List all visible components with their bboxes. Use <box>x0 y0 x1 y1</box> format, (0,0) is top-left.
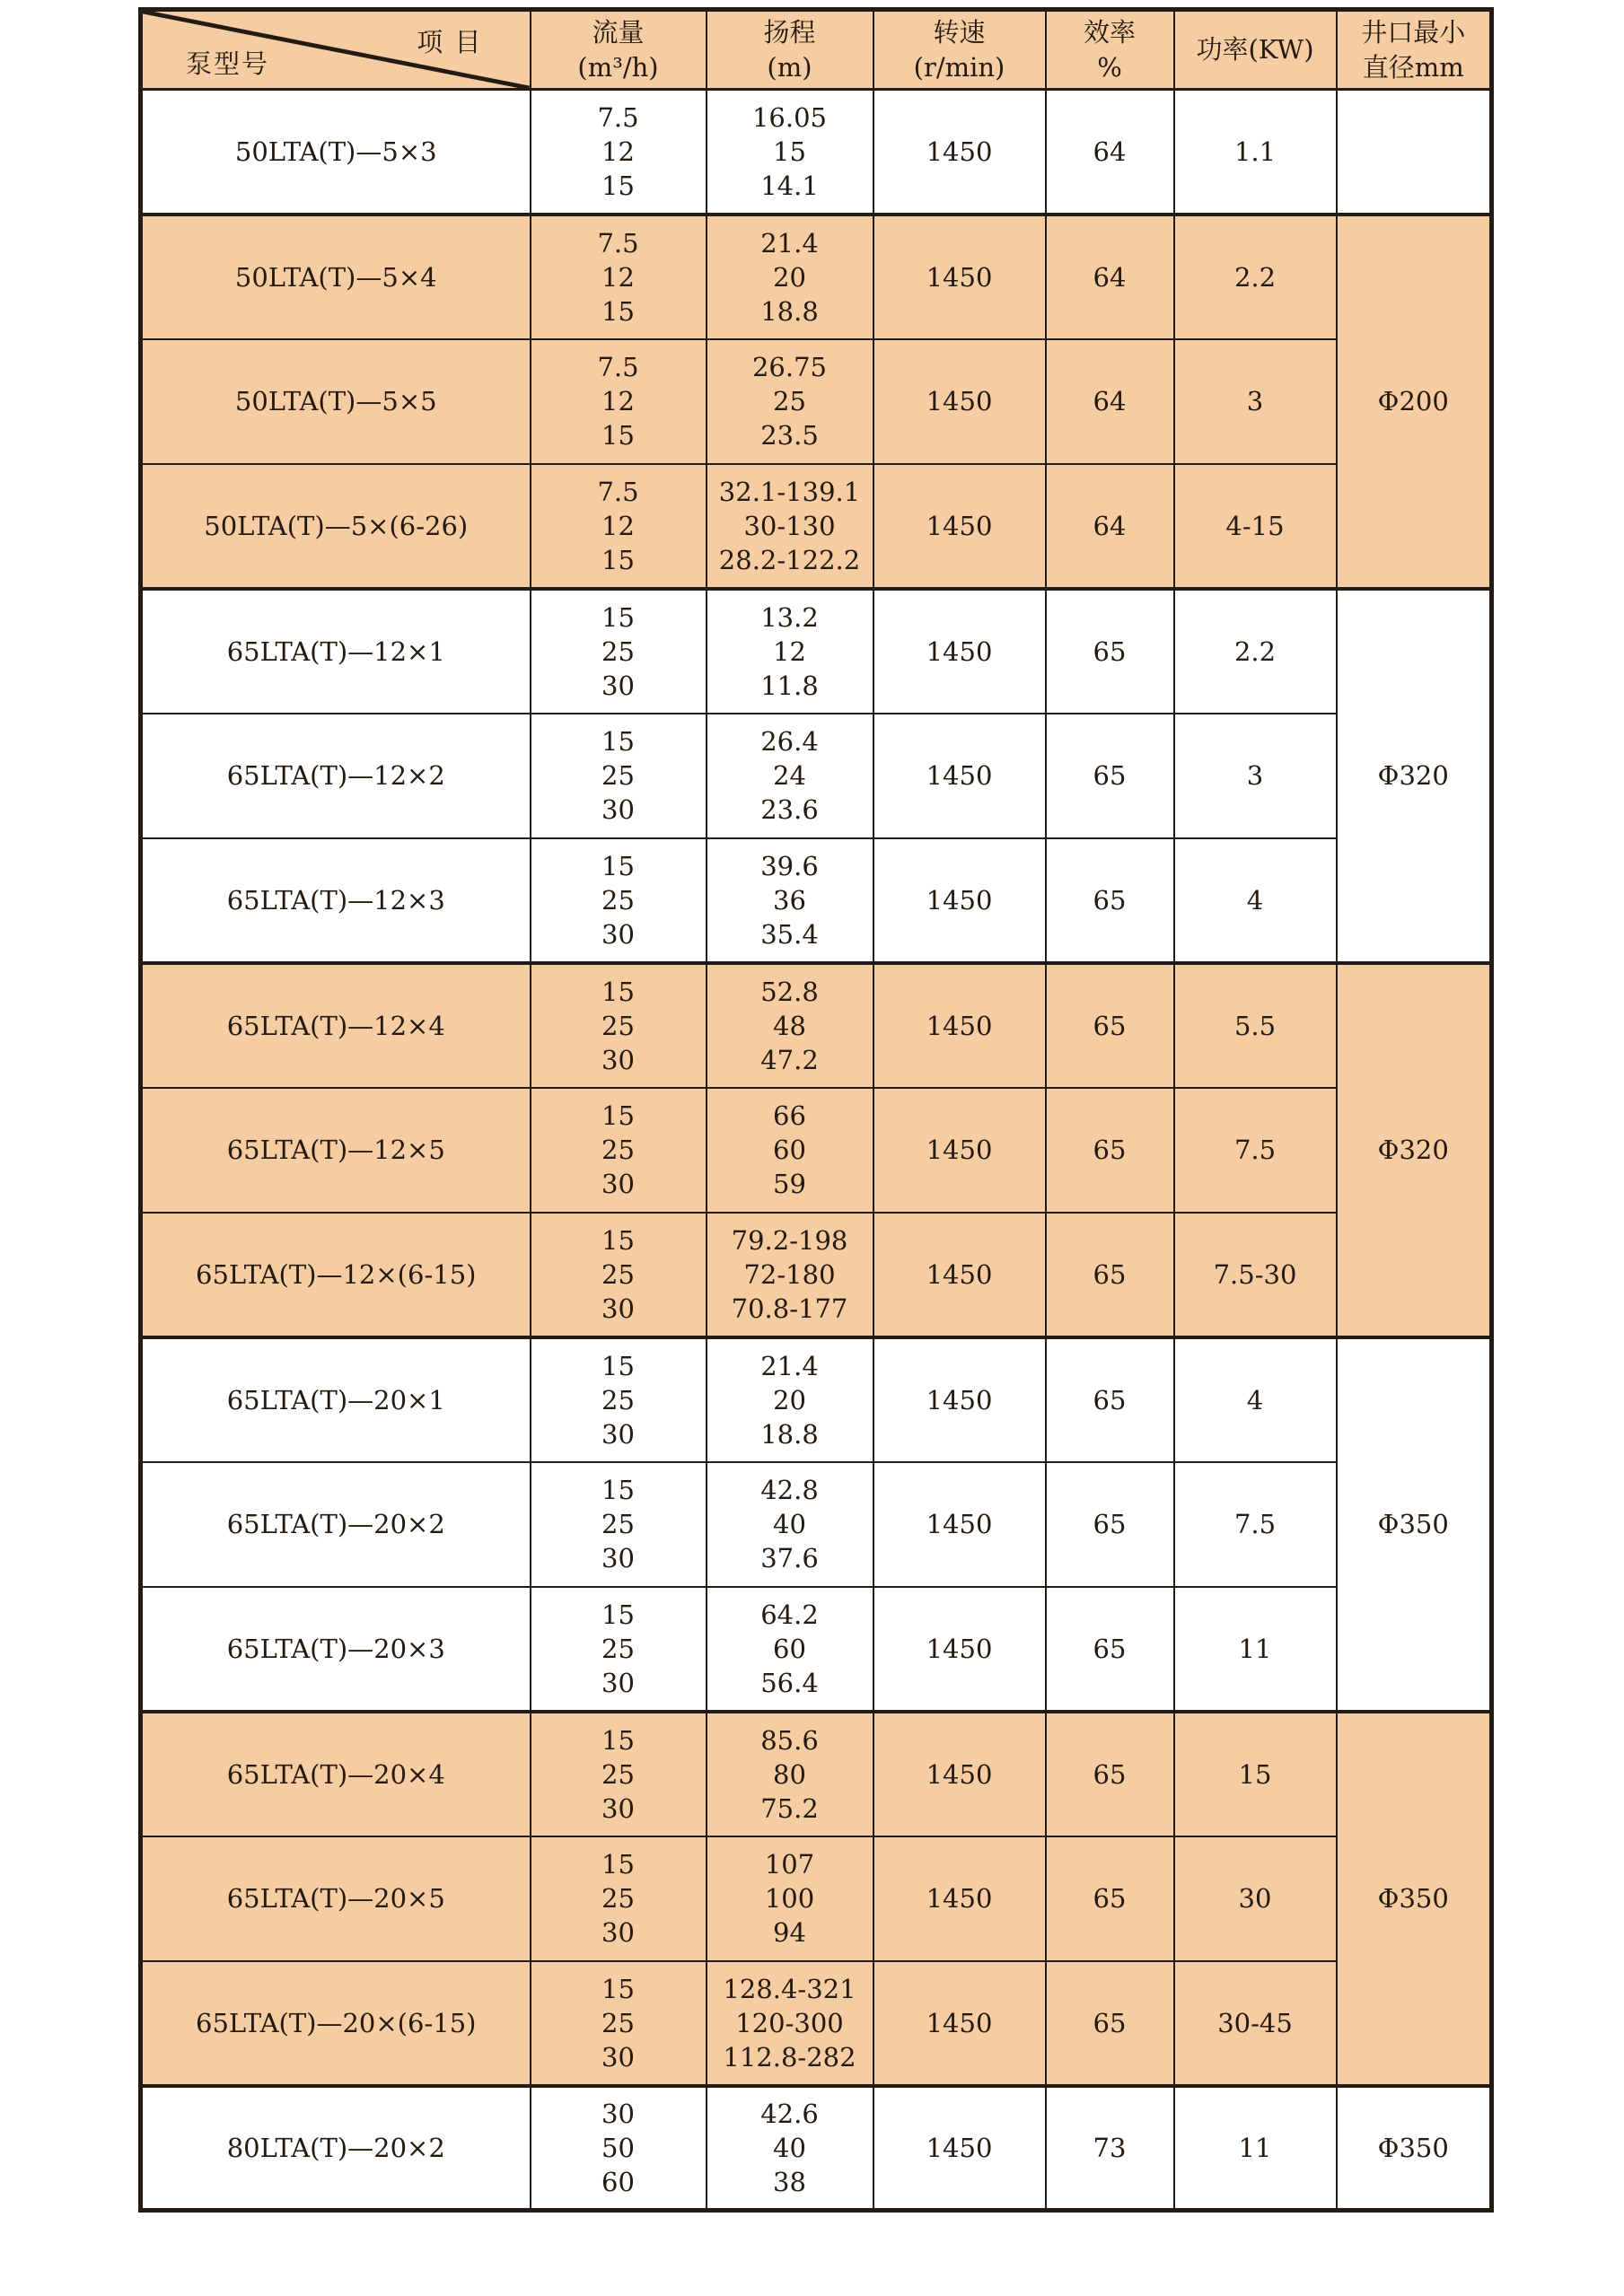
power-cell: 4 <box>1174 838 1337 963</box>
table-row <box>141 1712 1492 1836</box>
efficiency-cell: 65 <box>1046 1213 1174 1337</box>
flow-cell: 15 25 30 <box>531 963 707 1088</box>
model-cell: 65LTA(T)—12×2 <box>141 714 531 838</box>
power-cell: 7.5 <box>1174 1462 1337 1587</box>
model-cell: 65LTA(T)—20×(6-15) <box>141 1961 531 2086</box>
power-cell: 30 <box>1174 1836 1337 1961</box>
speed-cell: 1450 <box>873 2086 1046 2211</box>
model-cell: 65LTA(T)—20×4 <box>141 1712 531 1836</box>
efficiency-cell: 65 <box>1046 1961 1174 2086</box>
corner-label-item: 项 目 <box>417 27 483 57</box>
head-cell: 13.2 12 11.8 <box>707 589 873 714</box>
power-cell: 3 <box>1174 714 1337 838</box>
flow-cell: 15 25 30 <box>531 1213 707 1337</box>
table-row <box>141 1836 1492 1961</box>
flow-cell: 15 25 30 <box>531 589 707 714</box>
table-row <box>141 1088 1492 1213</box>
model-cell: 80LTA(T)—20×2 <box>141 2086 531 2211</box>
head-cell: 42.8 40 37.6 <box>707 1462 873 1587</box>
head-cell: 39.6 36 35.4 <box>707 838 873 963</box>
power-cell: 7.5 <box>1174 1088 1337 1213</box>
flow-cell: 7.5 12 15 <box>531 339 707 464</box>
power-cell: 3 <box>1174 339 1337 464</box>
head-cell: 42.6 40 38 <box>707 2086 873 2211</box>
well-diameter-cell: Φ350 <box>1337 1712 1492 2086</box>
flow-cell: 30 50 60 <box>531 2086 707 2211</box>
head-cell: 26.75 25 23.5 <box>707 339 873 464</box>
efficiency-cell: 64 <box>1046 339 1174 464</box>
speed-cell: 1450 <box>873 1462 1046 1587</box>
head-cell: 85.6 80 75.2 <box>707 1712 873 1836</box>
table-row <box>141 714 1492 838</box>
power-cell: 2.2 <box>1174 589 1337 714</box>
efficiency-cell: 65 <box>1046 714 1174 838</box>
flow-cell: 15 25 30 <box>531 1836 707 1961</box>
well-diameter-cell: Φ320 <box>1337 589 1492 963</box>
efficiency-cell: 64 <box>1046 90 1174 215</box>
power-cell: 11 <box>1174 1587 1337 1712</box>
head-cell: 21.4 20 18.8 <box>707 215 873 339</box>
table-row <box>141 1961 1492 2086</box>
head-cell: 16.05 15 14.1 <box>707 90 873 215</box>
speed-cell: 1450 <box>873 1961 1046 2086</box>
col-header-efficiency: 效率 % <box>1046 10 1174 90</box>
efficiency-cell: 73 <box>1046 2086 1174 2211</box>
model-cell: 65LTA(T)—20×5 <box>141 1836 531 1961</box>
table-row <box>141 2086 1492 2211</box>
table-row <box>141 1337 1492 1462</box>
col-header-flow: 流量 (m³/h) <box>531 10 707 90</box>
efficiency-cell: 64 <box>1046 215 1174 339</box>
head-cell: 128.4-321 120-300 112.8-282 <box>707 1961 873 2086</box>
efficiency-cell: 65 <box>1046 1088 1174 1213</box>
efficiency-cell: 65 <box>1046 838 1174 963</box>
efficiency-cell: 65 <box>1046 963 1174 1088</box>
speed-cell: 1450 <box>873 589 1046 714</box>
head-cell: 32.1-139.1 30-130 28.2-122.2 <box>707 464 873 589</box>
head-cell: 26.4 24 23.6 <box>707 714 873 838</box>
table-row <box>141 589 1492 714</box>
col-header-well-diameter: 井口最小 直径mm <box>1337 10 1492 90</box>
power-cell: 30-45 <box>1174 1961 1337 2086</box>
model-cell: 65LTA(T)—20×3 <box>141 1587 531 1712</box>
head-cell: 66 60 59 <box>707 1088 873 1213</box>
table-row <box>141 90 1492 215</box>
power-cell: 15 <box>1174 1712 1337 1836</box>
col-header-head: 扬程 (m) <box>707 10 873 90</box>
power-cell: 1.1 <box>1174 90 1337 215</box>
flow-cell: 15 25 30 <box>531 1587 707 1712</box>
speed-cell: 1450 <box>873 838 1046 963</box>
efficiency-cell: 65 <box>1046 1462 1174 1587</box>
model-cell: 65LTA(T)—20×1 <box>141 1337 531 1462</box>
model-cell: 50LTA(T)—5×3 <box>141 90 531 215</box>
col-header-model-corner <box>141 10 531 90</box>
model-cell: 65LTA(T)—12×1 <box>141 589 531 714</box>
speed-cell: 1450 <box>873 339 1046 464</box>
flow-cell: 7.5 12 15 <box>531 215 707 339</box>
power-cell: 4-15 <box>1174 464 1337 589</box>
flow-cell: 15 25 30 <box>531 1712 707 1836</box>
pump-spec-table <box>138 7 1494 2213</box>
speed-cell: 1450 <box>873 464 1046 589</box>
col-header-speed: 转速 (r/min) <box>873 10 1046 90</box>
head-cell: 79.2-198 72-180 70.8-177 <box>707 1213 873 1337</box>
table-row <box>141 1462 1492 1587</box>
well-diameter-cell: Φ320 <box>1337 963 1492 1337</box>
model-cell: 50LTA(T)—5×(6-26) <box>141 464 531 589</box>
speed-cell: 1450 <box>873 90 1046 215</box>
table-row <box>141 1587 1492 1712</box>
well-diameter-cell: Φ200 <box>1337 215 1492 589</box>
power-cell: 7.5-30 <box>1174 1213 1337 1337</box>
power-cell: 11 <box>1174 2086 1337 2211</box>
efficiency-cell: 64 <box>1046 464 1174 589</box>
speed-cell: 1450 <box>873 215 1046 339</box>
flow-cell: 15 25 30 <box>531 838 707 963</box>
efficiency-cell: 65 <box>1046 1836 1174 1961</box>
efficiency-cell: 65 <box>1046 1712 1174 1836</box>
table-row <box>141 464 1492 589</box>
speed-cell: 1450 <box>873 963 1046 1088</box>
table-row <box>141 339 1492 464</box>
speed-cell: 1450 <box>873 1587 1046 1712</box>
well-diameter-cell: Φ350 <box>1337 2086 1492 2211</box>
pump-spec-sheet <box>138 7 1494 2213</box>
header-row <box>141 10 1492 90</box>
well-diameter-cell <box>1337 90 1492 215</box>
efficiency-cell: 65 <box>1046 589 1174 714</box>
model-cell: 65LTA(T)—12×3 <box>141 838 531 963</box>
head-cell: 107 100 94 <box>707 1836 873 1961</box>
speed-cell: 1450 <box>873 1337 1046 1462</box>
model-cell: 65LTA(T)—12×4 <box>141 963 531 1088</box>
flow-cell: 15 25 30 <box>531 714 707 838</box>
power-cell: 4 <box>1174 1337 1337 1462</box>
efficiency-cell: 65 <box>1046 1337 1174 1462</box>
power-cell: 5.5 <box>1174 963 1337 1088</box>
model-cell: 65LTA(T)—12×(6-15) <box>141 1213 531 1337</box>
well-diameter-cell: Φ350 <box>1337 1337 1492 1712</box>
col-header-power: 功率(KW) <box>1174 10 1337 90</box>
model-cell: 50LTA(T)—5×5 <box>141 339 531 464</box>
speed-cell: 1450 <box>873 714 1046 838</box>
head-cell: 52.8 48 47.2 <box>707 963 873 1088</box>
corner-label-pump-model: 泵型号 <box>186 48 270 79</box>
flow-cell: 15 25 30 <box>531 1337 707 1462</box>
flow-cell: 7.5 12 15 <box>531 464 707 589</box>
head-cell: 21.4 20 18.8 <box>707 1337 873 1462</box>
speed-cell: 1450 <box>873 1712 1046 1836</box>
speed-cell: 1450 <box>873 1213 1046 1337</box>
head-cell: 64.2 60 56.4 <box>707 1587 873 1712</box>
speed-cell: 1450 <box>873 1836 1046 1961</box>
table-row <box>141 215 1492 339</box>
flow-cell: 7.5 12 15 <box>531 90 707 215</box>
model-cell: 65LTA(T)—12×5 <box>141 1088 531 1213</box>
table-row <box>141 963 1492 1088</box>
efficiency-cell: 65 <box>1046 1587 1174 1712</box>
power-cell: 2.2 <box>1174 215 1337 339</box>
flow-cell: 15 25 30 <box>531 1088 707 1213</box>
table-row <box>141 1213 1492 1337</box>
speed-cell: 1450 <box>873 1088 1046 1213</box>
model-cell: 65LTA(T)—20×2 <box>141 1462 531 1587</box>
table-body <box>141 90 1492 2211</box>
table-row <box>141 838 1492 963</box>
model-cell: 50LTA(T)—5×4 <box>141 215 531 339</box>
flow-cell: 15 25 30 <box>531 1462 707 1587</box>
flow-cell: 15 25 30 <box>531 1961 707 2086</box>
